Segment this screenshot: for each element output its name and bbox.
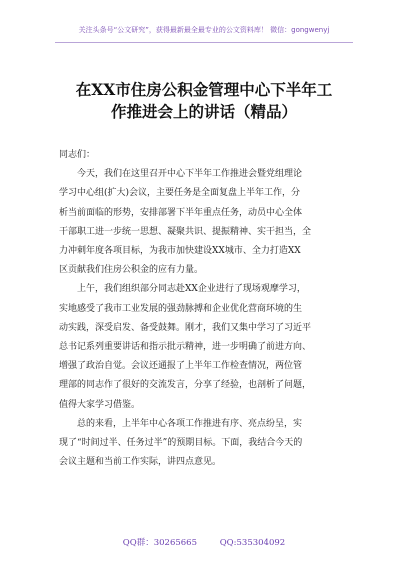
title-line-2: 作推进会上的讲话（精品） xyxy=(110,102,297,121)
paragraph-2 xyxy=(59,280,359,414)
paragraph-line: 上午，我们组织部分同志赴XX企业进行了现场观摩学习， xyxy=(77,284,306,295)
paragraph-1 xyxy=(59,165,359,280)
qq-contact-number: QQ:535304092 xyxy=(219,538,286,548)
paragraph-line: 干部职工进一步统一思想、凝聚共识、提振精神、实干担当，全 xyxy=(59,226,312,237)
paragraph-line: 会议主题和当前工作实际，讲四点意见。 xyxy=(59,457,222,468)
paragraph-line: 总书记系列重要讲话和指示批示精神，进一步明确了前进方向、 xyxy=(59,342,312,353)
document-body xyxy=(59,146,359,472)
paragraph-line: 析当前面临的形势，安排部署下半年重点任务，动员中心全体 xyxy=(59,207,303,218)
paragraph-line: 实地感受了我市工业发展的强劲脉搏和企业优化营商环境的生 xyxy=(59,303,303,314)
header-banner: 关注头条号“公文研究”，获得最新最全最专业的公文资料库！ 微信：gongwenyj xyxy=(78,26,330,34)
paragraph-line: 学习中心组(扩大)会议，主要任务是全面复盘上半年工作，分 xyxy=(59,188,301,199)
paragraph-line: 区贡献我们住房公积金的应有力量。 xyxy=(59,265,204,276)
greeting: 同志们： xyxy=(59,150,96,160)
paragraph-line: 现了“时间过半、任务过半”的预期目标。下面，我结合今天的 xyxy=(59,438,303,449)
paragraph-line: 动实践，深受启发、备受鼓舞。刚才，我们又集中学习了习近平 xyxy=(59,322,312,333)
page-footer xyxy=(0,536,408,548)
paragraph-line: 力冲刺年度各项目标，为我市加快建设XX城市、全力打造XX xyxy=(59,246,301,257)
title-line-1: 在XX市住房公积金管理中心下半年工 xyxy=(75,80,333,99)
paragraph-line: 总的来看，上半年中心各项工作推进有序、亮点纷呈，实 xyxy=(77,418,303,429)
paragraph-3 xyxy=(59,415,359,473)
paragraph-line: 今天，我们在这里召开中心下半年工作推进会暨党组理论 xyxy=(77,169,303,180)
paragraph-line: 理部的同志作了很好的交流发言，分享了经验，也剖析了问题， xyxy=(59,380,312,391)
document-title xyxy=(20,79,388,123)
paragraph-line: 增强了政治自觉。会议还通报了上半年工作检查情况，两位管 xyxy=(59,361,303,372)
header-divider xyxy=(55,42,353,43)
paragraph-line: 值得大家学习借鉴。 xyxy=(59,399,141,410)
qq-group-number: QQ群：30265665 xyxy=(122,538,197,548)
